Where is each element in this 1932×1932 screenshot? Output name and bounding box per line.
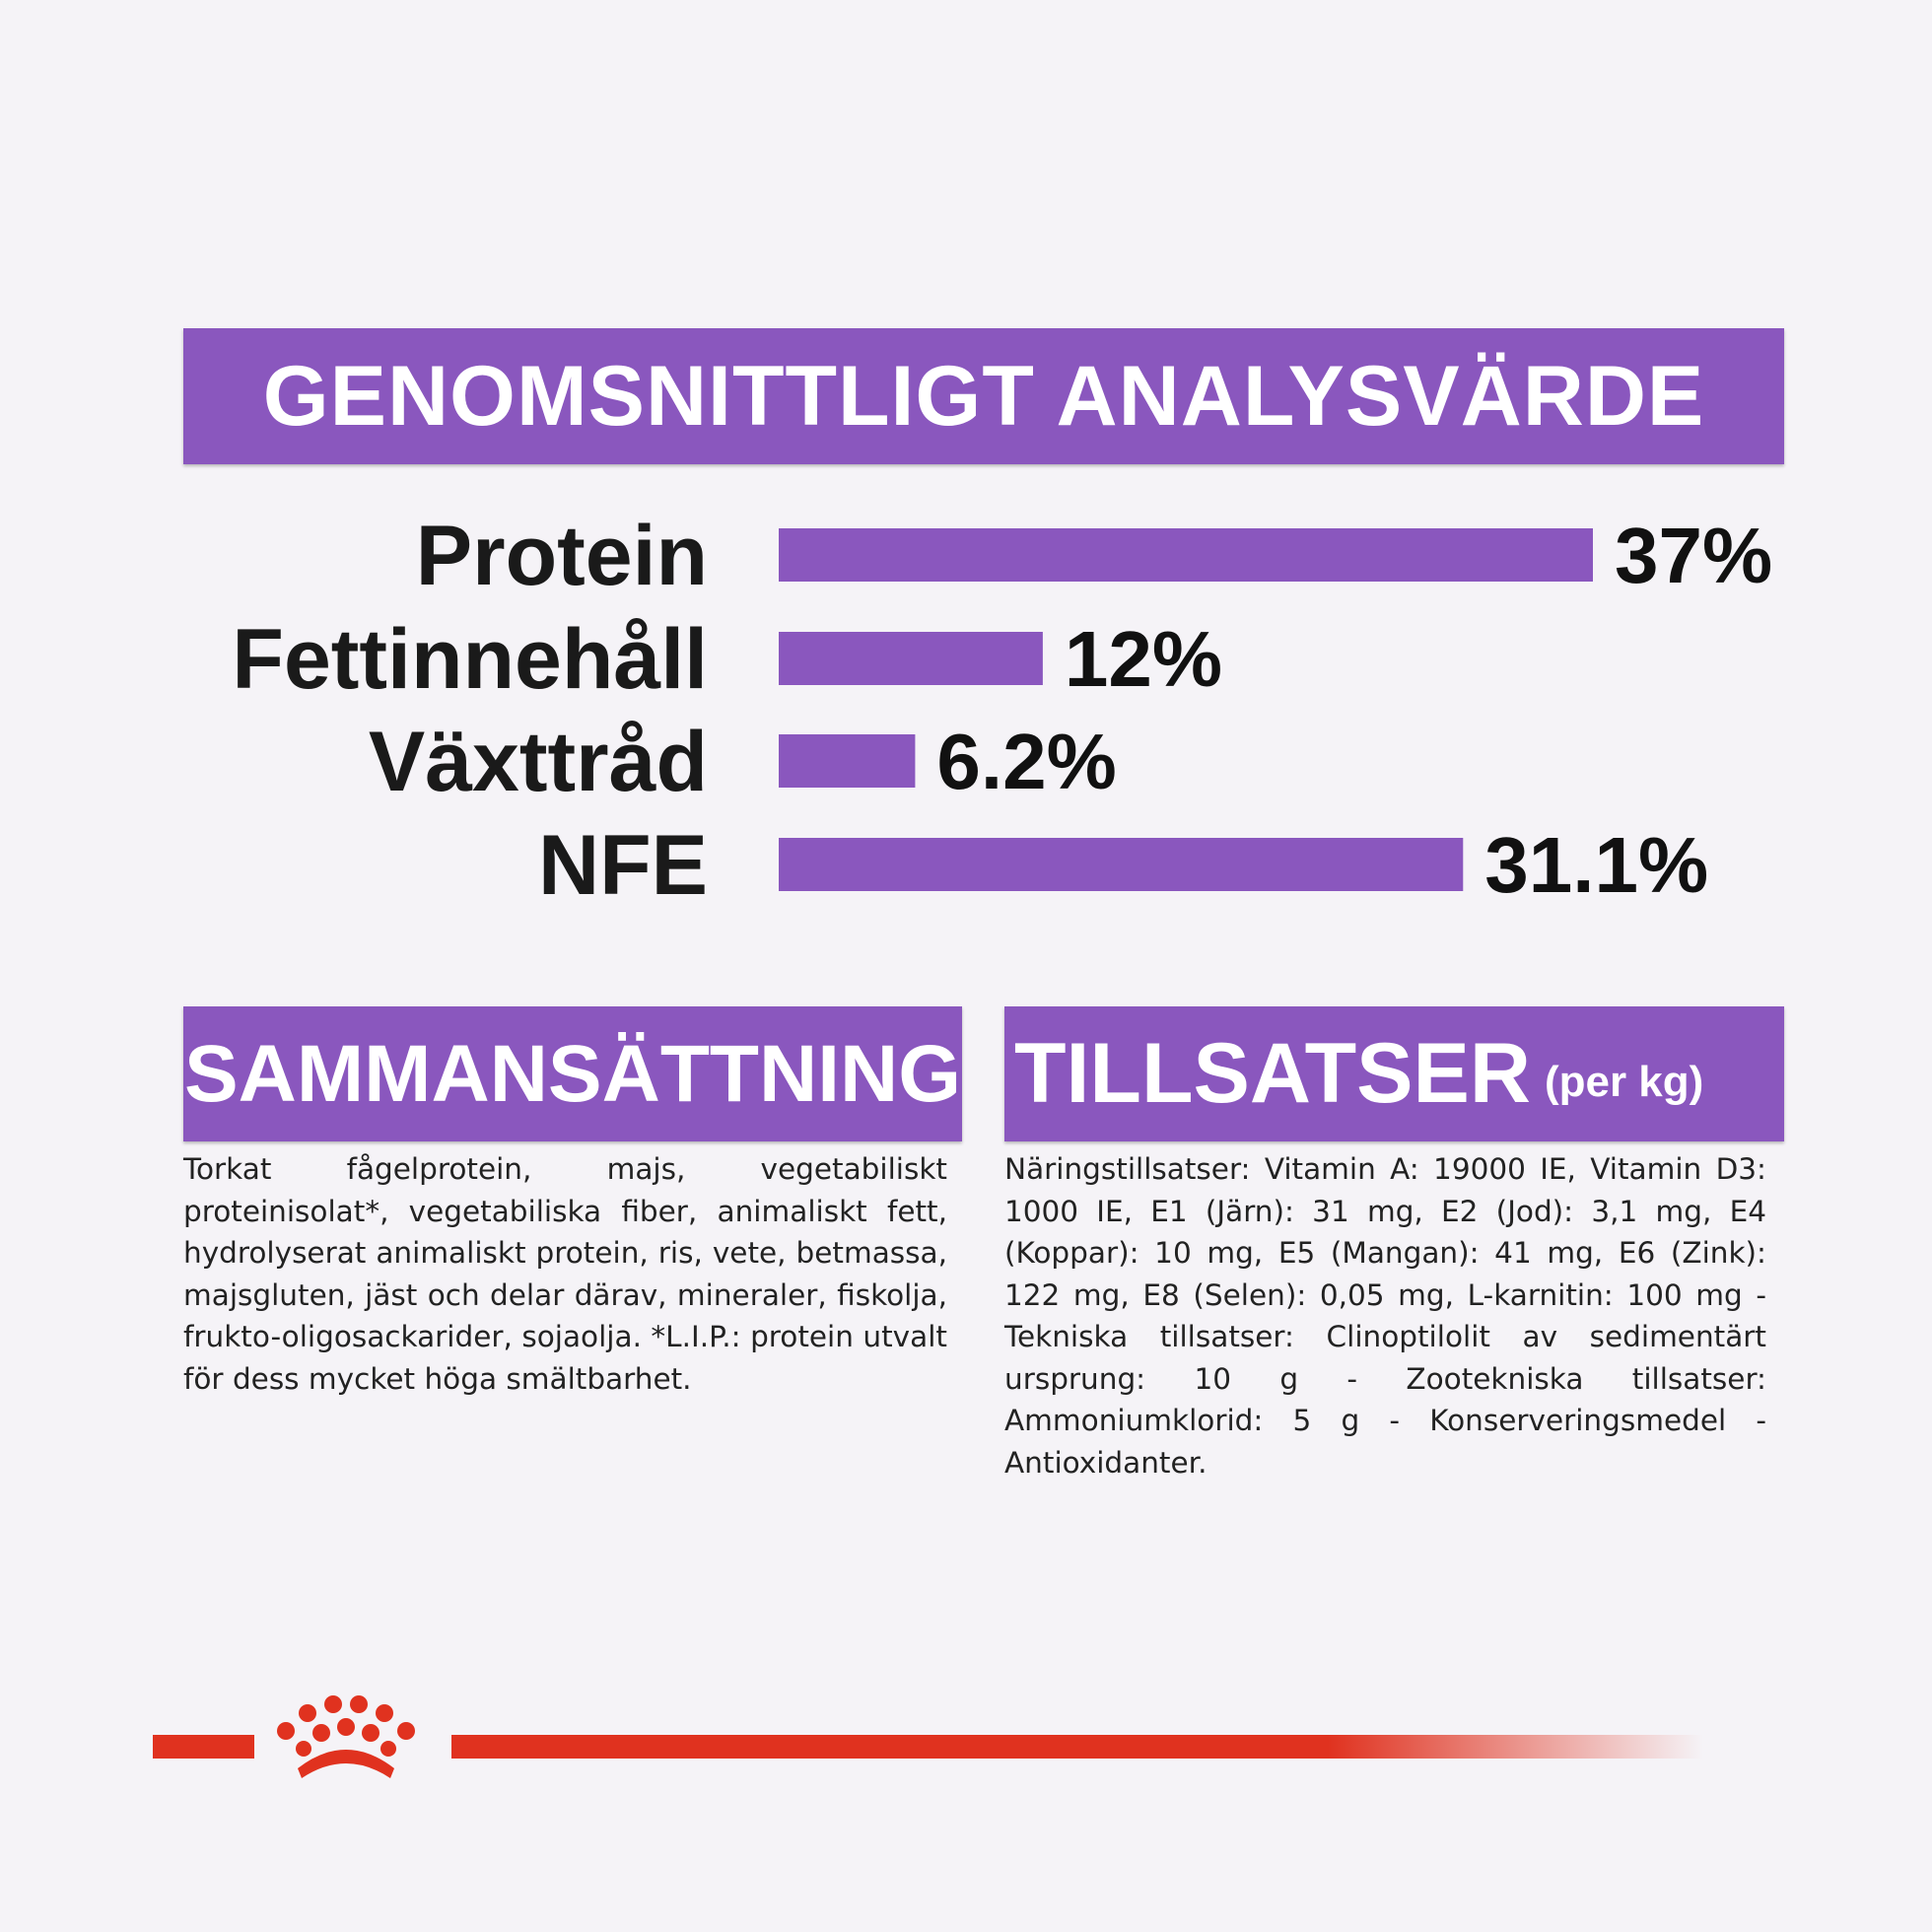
bar [779, 734, 915, 788]
value-label: 31.1% [1484, 821, 1709, 909]
additives-heading-banner [1004, 1006, 1784, 1141]
value-label: 12% [1064, 615, 1223, 703]
category-label: NFE [538, 818, 708, 913]
additives-text: Näringstillsatser: Vitamin A: 19000 IE, Vitamin D3: 1000 IE, E1 (Järn): 31 mg, E2 (Jod): 3,1 mg, E4 (Koppar): 10 mg, E5 (Mangan): 41 mg, E6 (Zink): 122 mg, E8 (Selen): 0,05 mg, L-karnitin: 100 mg - Tekniska tillsatser: Clinoptilolit av sedimentärt ursprung: 10 g - Zootekniska tillsatser: Ammoniumklorid: 5 g - Konserveringsmedel - Antioxidanter. [1004, 1152, 1766, 1480]
bar [779, 838, 1463, 891]
value-label: 6.2% [936, 718, 1117, 805]
analysis-bar-chart [0, 0, 1932, 946]
composition-heading-banner [183, 1006, 962, 1141]
brand-line-right [451, 1735, 1703, 1759]
composition-heading: SAMMANSÄTTNING [183, 1028, 962, 1119]
composition-text: Torkat fågelprotein, majs, vegetabiliskt proteinisolat*, vegetabiliska fiber, animaliskt fett, hydrolyserat animaliskt protein, ris, vete, betmassa, majsgluten, jäst och delar därav, mineraler, fiskolja, frukto-oligosackarider, sojaolja. *L.I.P.: protein utvalt för dess mycket höga smältbarhet. [183, 1152, 947, 1396]
bar [779, 528, 1593, 582]
additives-heading-suffix: (per kg) [1544, 1057, 1704, 1106]
category-label: Växttråd [368, 715, 708, 809]
additives-heading: TILLSATSER [1014, 1026, 1531, 1121]
crown-icon [264, 1691, 442, 1790]
category-label: Protein [415, 509, 708, 603]
chart-title: GENOMSNITTLIGT ANALYSVÄRDE [262, 348, 1705, 444]
category-label: Fettinnehåll [232, 612, 708, 707]
brand-line-left [153, 1735, 254, 1759]
bar [779, 632, 1043, 685]
value-label: 37% [1615, 512, 1773, 599]
